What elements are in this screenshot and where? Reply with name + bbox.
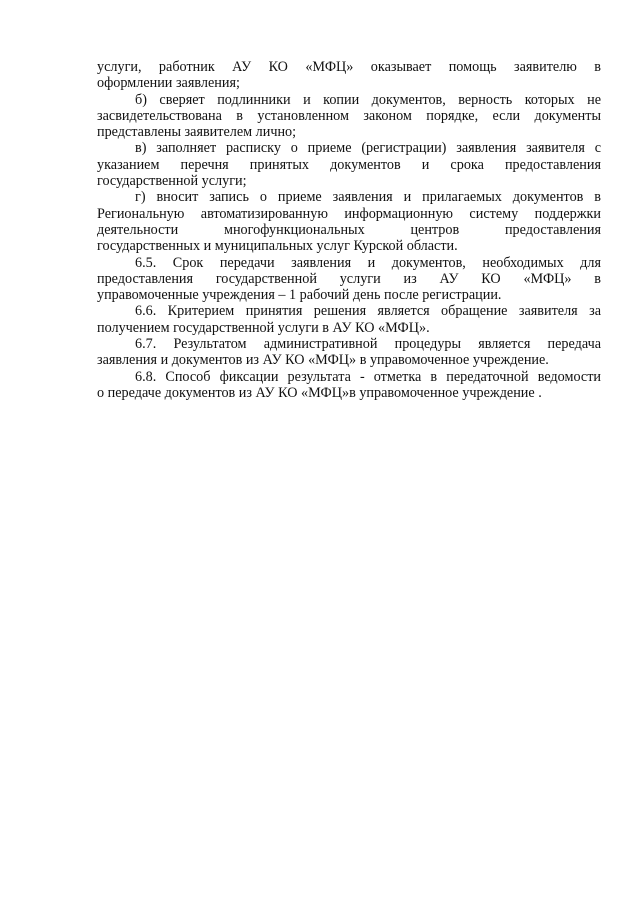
text-line: заявления и документов из АУ КО «МФЦ» в управомоченное учреждение.: [97, 352, 549, 369]
text-line: 6.8. Способ фиксации результата - отметка в передаточной ведомости: [135, 368, 601, 385]
document-body: [97, 59, 601, 401]
text-line: засвидетельствована в установленном законом порядке, если документы: [97, 107, 601, 124]
text-line: б) сверяет подлинники и копии документов, верность которых не: [135, 91, 601, 108]
text-line: оформлении заявления;: [97, 75, 240, 92]
text-line: Региональную автоматизированную информационную систему поддержки: [97, 205, 601, 222]
text-line: представлены заявителем лично;: [97, 124, 297, 141]
text-line: управомоченные учреждения – 1 рабочий день после регистрации.: [97, 287, 502, 304]
text-line: предоставления государственной услуги из АУ КО «МФЦ» в: [97, 270, 601, 287]
text-line: в) заполняет расписку о приеме (регистрации) заявления заявителя с: [135, 140, 601, 157]
text-line: 6.6. Критерием принятия решения является обращение заявителя за: [135, 303, 601, 320]
text-line: деятельности многофункциональных центров предоставления: [97, 221, 601, 238]
text-line: государственных и муниципальных услуг Курской области.: [97, 238, 458, 255]
text-line: указанием перечня принятых документов и срока предоставления: [97, 156, 601, 173]
text-line: услуги, работник АУ КО «МФЦ» оказывает помощь заявителю в: [97, 59, 601, 75]
text-line: получением государственной услуги в АУ КО «МФЦ».: [97, 319, 430, 336]
text-line: 6.5. Срок передачи заявления и документов, необходимых для: [135, 254, 601, 271]
text-line: государственной услуги;: [97, 173, 247, 190]
text-line: 6.7. Результатом административной процедуры является передача: [135, 336, 601, 353]
text-line: г) вносит запись о приеме заявления и прилагаемых документов в: [135, 189, 601, 206]
text-line: о передаче документов из АУ КО «МФЦ»в управомоченное учреждение .: [97, 384, 542, 401]
